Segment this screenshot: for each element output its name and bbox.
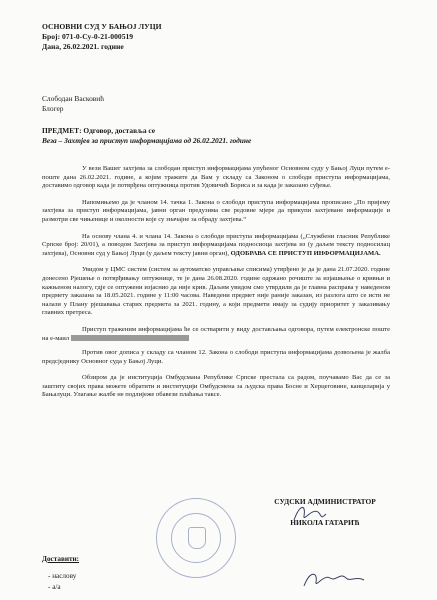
paragraph-law-quote: Напомињемо да је чланом 14. тачка 1. Закона о слободи приступа информацијама прописано „По пријему захтјева за приступ информацијама, јавни орган предузима све редовне мјере да прикупи захтјеване информације и размотри све чињенице и околности које су значајне за обраду захтјева.“ [42,198,390,223]
letter-body [42,165,390,408]
document-date: Дана, 26.02.2021. године [42,42,124,51]
document-number: Број: 071-0-Су-0-21-000519 [42,32,134,41]
delivery-title: Доставити: [42,555,80,563]
seal-emblem [188,527,206,549]
paragraph-findings: Увидом у ЦМС систем (систем за аутоматско управљање списима) утврђено је да је дана 21.07.2020. године донесено Рјешење о потврђивању оптужнице, те је дана 26.08.2020. године одржано рочиште за изјашњење о кривњи и кажњеном налогу, гдје се оптужени изјаснио да није крив. Даљим увидом смо утврдили да је главна расправа у наведеном предмету заказана за 18.05.2021. године у 11:00 часова. Наведени предмет није раније заказан, из разлога што се исти не налази у Плану рјешавања старих предмета за 2021. годину, а који предмети имају за судију приоритет у заказивању главних претреса. [42,266,390,317]
delivery-item: - наслову [56,571,80,582]
delivery-items [42,571,80,593]
paragraph-request: У вези Вашег захтјева за слободан приступ информацијама упућеног Основном суду у Бањој Луци путем е-поште дана 26.02.2021. године, а којим тражите да Вам у складу са Законом о слободи приступа информацијама, доставимо одговор када је потврђена оптужница против Удовичић Бориса и за када је заказано суђење. [42,165,390,190]
paragraph-appeal: Против овог дописа у складу са чланом 12. Закона о слободи приступа информацијама дозвољена је жалба предсједнику Основног суда у Бањој Луци. [42,349,390,365]
court-seal-stamp [156,498,236,578]
signature-block [250,496,400,528]
recipient-role: Блогер [42,104,64,113]
subject-line: ПРЕДМЕТ: Одговор, достављa се [42,126,156,135]
decision-approval: ОДОБРАВА СЕ ПРИСТУП ИНФОРМАЦИЈАМА. [230,249,381,257]
court-name: ОСНОВНИ СУД У БАЊОЈ ЛУЦИ [42,22,162,31]
decision-text: На основу члана 4. и члана 14. Закона о слободи приступа информацијама („Службени гласник Републике Српске број: 20/01), а поводом Захтјева за приступ информацијама подносиоца захтјева из (у даљем тексту подносилац захтјева), Основни суд у Бањој Луци (у даљем тексту јавни орган), [42,232,390,257]
subject-block [42,126,251,146]
recipient-block [42,94,104,114]
recipient-name: Слободан Васковић [42,94,104,103]
delivery-method-text: Приступ траженим информацијама ће се остварити у виду достављања одговора, путем електронске поште на е-маил [42,325,390,342]
delivery-item: - а/а [56,582,80,593]
paragraph-decision [42,233,390,259]
paragraph-ombudsman: Обзиром да је институција Омбудсмана Републике Српске престала са радом, поучавамо Вас да се за заштиту својих права можете обратити и институцији Омбудсмена за људска права Босне и Херцеговине, канцеларија у Бањалуци. Улагање жалбе не подлијеже обавези плаћања таксе. [42,374,390,399]
signatory-name: НИКОЛА ГАТАРИЋ [290,518,360,527]
delivery-list [42,554,80,593]
handwritten-signature [300,568,370,594]
redacted-email [71,335,189,341]
paragraph-delivery-method [42,326,390,343]
subject-reference: Веза – Захтјев за приступ информацијама од 26.02.2021. године [42,136,252,145]
document-header [42,22,162,52]
signatory-title: СУДСКИ АДМИНИСТРАТОР [274,497,376,506]
